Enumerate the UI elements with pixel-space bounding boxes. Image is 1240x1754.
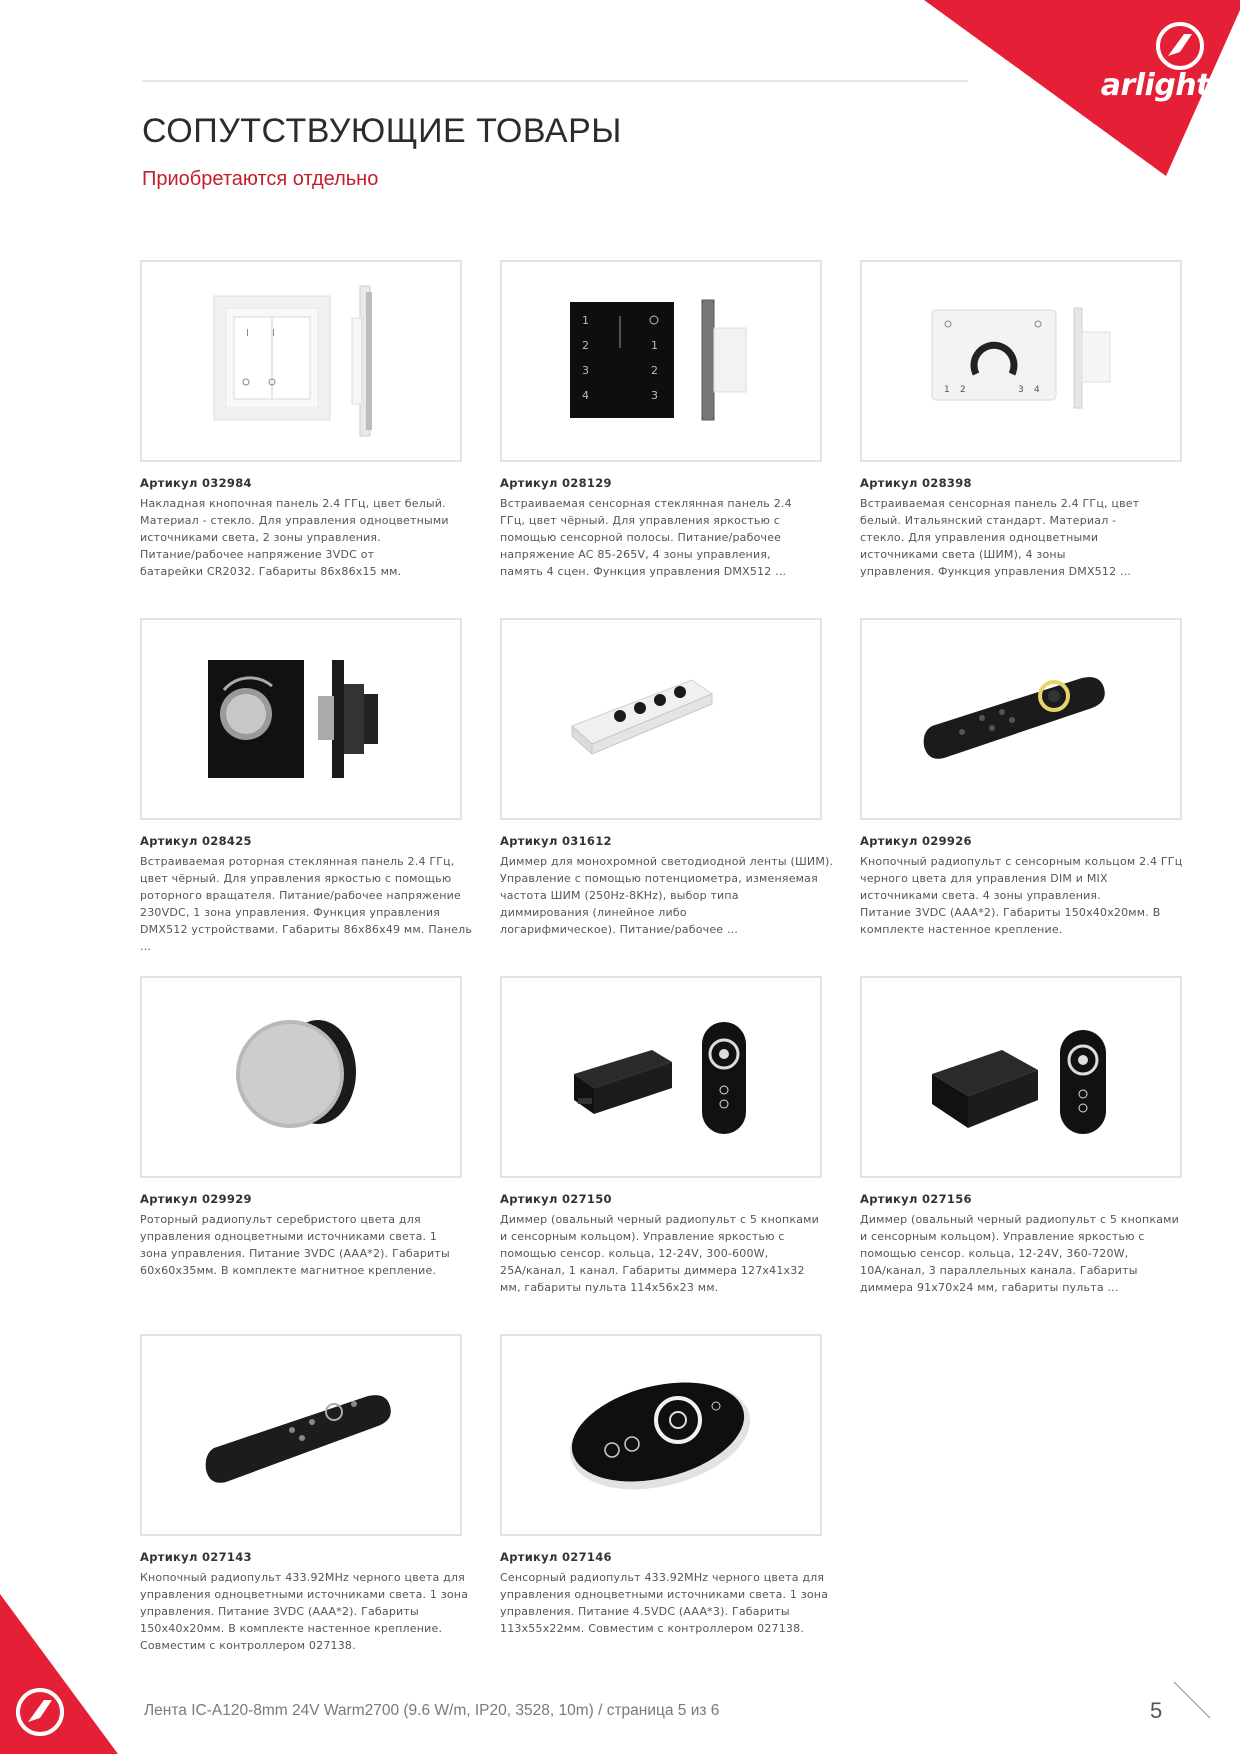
product-card[interactable]	[860, 976, 1182, 1296]
header-divider	[142, 80, 968, 82]
svg-text:3: 3	[582, 364, 589, 377]
remote-control-black-icon	[206, 1395, 391, 1483]
product-image	[500, 260, 822, 462]
footer-document-title: Лента IC-A120-8mm 24V Warm2700 (9.6 W/m, IP20, 3528, 10m) / страница 5 из 6	[144, 1702, 720, 1719]
product-image	[860, 976, 1182, 1178]
page-subtitle: Приобретаются отдельно	[142, 168, 379, 190]
product-article: Артикул 028129	[500, 476, 612, 490]
touch-panel-black-icon	[570, 302, 674, 418]
product-description: Накладная кнопочная панель 2.4 ГГц, цвет белый. Материал - стекло. Для управления одноцветными источниками света, 2 зоны управления. Питание/рабочее напряжение 3VDC от батарейки CR2032. Габариты 86x86x15 мм.	[140, 497, 449, 578]
product-card[interactable]	[140, 260, 462, 580]
product-card[interactable]	[860, 260, 1182, 580]
product-image	[140, 1334, 462, 1536]
touch-remote-oval-icon	[559, 1365, 762, 1507]
product-image	[500, 1334, 822, 1536]
product-card[interactable]	[500, 618, 834, 938]
svg-text:I: I	[246, 328, 249, 339]
product-article: Артикул 028398	[860, 476, 972, 490]
product-article: Артикул 027150	[500, 1192, 612, 1206]
product-card[interactable]	[140, 976, 462, 1279]
page-title: СОПУТСТВУЮЩИЕ ТОВАРЫ	[142, 112, 622, 150]
product-description: Кнопочный радиопульт с сенсорным кольцом 2.4 ГГц черного цвета для управления DIM и MIX источниками света. 4 зоны управления. Питание 3VDC (AAA*2). Габариты 150x40x20мм. В комплекте настенное крепление.	[860, 855, 1183, 936]
oval-remote-icon	[702, 1022, 746, 1134]
svg-text:4: 4	[582, 389, 589, 402]
svg-text:2: 2	[651, 364, 658, 377]
product-image	[500, 976, 822, 1178]
product-card[interactable]	[140, 1334, 469, 1654]
product-article: Артикул 028425	[140, 834, 252, 848]
product-card[interactable]	[140, 618, 473, 955]
svg-text:4: 4	[1034, 385, 1040, 395]
button-panel-white-icon	[214, 296, 330, 420]
dimmer-box-3ch-icon	[932, 1050, 1038, 1128]
product-image	[860, 260, 1182, 462]
svg-text:I: I	[272, 328, 275, 339]
rotary-remote-silver-icon	[236, 1020, 356, 1128]
page-number-slash-icon	[1172, 1680, 1212, 1720]
product-image	[140, 260, 462, 462]
svg-text:3: 3	[651, 389, 658, 402]
product-article: Артикул 027146	[500, 1550, 612, 1564]
product-article: Артикул 032984	[140, 476, 252, 490]
touch-panel-white-icon	[932, 310, 1056, 400]
product-image	[140, 976, 462, 1178]
svg-text:2: 2	[582, 339, 589, 352]
product-description: Кнопочный радиопульт 433.92MHz черного цвета для управления одноцветными источниками света. 1 зона управления. Питание 3VDC (AAA*2). Габариты 150x40x20мм. В комплекте настенное крепление. Совместим с контроллером 027138.	[140, 1571, 469, 1652]
brand-corner-bottom	[0, 1594, 118, 1754]
product-article: Артикул 027156	[860, 1192, 972, 1206]
product-image	[860, 618, 1182, 820]
brand-logo-text: arlight	[1100, 68, 1210, 103]
product-description: Роторный радиопульт серебристоrо цвета для управления одноцветными источниками света. 1 зона управления. Питание 3VDC (AAA*2). Габариты 60x60x35мм. В комплекте магнитное крепление.	[140, 1213, 450, 1277]
product-card[interactable]	[500, 1334, 829, 1637]
product-card[interactable]	[860, 618, 1182, 938]
svg-text:1: 1	[582, 314, 589, 327]
svg-text:2: 2	[960, 385, 966, 395]
svg-text:1: 1	[651, 339, 658, 352]
product-description: Встраиваемая сенсорная панель 2.4 ГГц, цвет белый. Итальянский стандарт. Материал - стекло. Для управления одноцветными источниками света (ШИМ), 4 зоны управления. Функция управления DMX512 ...	[860, 497, 1140, 578]
product-description: Сенсорный радиопульт 433.92MHz черного цвета для управления одноцветными источниками света. 1 зона управления. Питание 4.5VDC (AAA*3). Габариты 113x55x22мм. Совместим с контроллером 027138.	[500, 1571, 829, 1635]
dimmer-box-icon	[574, 1050, 672, 1114]
touch-panel-side-icon	[702, 300, 746, 420]
page-number: 5	[1150, 1698, 1163, 1723]
product-card[interactable]	[500, 260, 822, 580]
svg-text:3: 3	[1018, 385, 1024, 395]
product-card[interactable]	[500, 976, 822, 1296]
product-article: Артикул 027143	[140, 1550, 252, 1564]
led-dimmer-module-icon	[572, 680, 712, 754]
oval-remote-icon	[1060, 1030, 1106, 1134]
rotary-panel-black-icon	[208, 660, 304, 778]
product-article: Артикул 031612	[500, 834, 612, 848]
product-image	[140, 618, 462, 820]
product-description: Диммер (овальный черный радиопульт с 5 кнопками и сенсорным кольцом). Управление яркостью с помощью сенсор. кольца, 12-24V, 360-720W, 10A/канал, 3 параллельных канала. Габариты диммера 91x70x24 мм, габариты пульта ...	[860, 1213, 1179, 1294]
product-image	[500, 618, 822, 820]
rotary-panel-side-icon	[318, 660, 378, 778]
button-panel-side-icon	[352, 286, 372, 436]
product-article: Артикул 029926	[860, 834, 972, 848]
product-description: Встраиваемая сенсорная стеклянная панель 2.4 ГГц, цвет чёрный. Для управления яркостью с помощью сенсорной полосы. Питание/рабочее напряжение AC 85-265V, 4 зоны управления, память 4 сцен. Функция управления DMX512 ...	[500, 497, 792, 578]
product-description: Встраиваемая роторная стеклянная панель 2.4 ГГц, цвет чёрный. Для управления яркостью с помощью роторного вращателя. Питание/рабочее напряжение 230VDC, 1 зона управления. Функция управления DMX512 устройствами. Габариты 86x86x49 мм. Панель ...	[140, 855, 473, 953]
remote-control-ring-icon	[924, 677, 1105, 759]
product-description: Диммер для монохромной светодиодной ленты (ШИМ). Управление с помощью потенциометра, изменяемая частота ШИМ (250Hz-8KHz), выбор типа диммирования (линейное либо логарифмическое). Питание/рабочее ...	[500, 855, 834, 936]
product-description: Диммер (овальный черный радиопульт с 5 кнопками и сенсорным кольцом). Управление яркостью с помощью сенсор. кольца, 12-24V, 300-600W, 25A/канал, 1 канал. Габариты диммера 127x41x32 мм, габариты пульта 114x56x23 мм.	[500, 1213, 819, 1294]
svg-text:1: 1	[944, 385, 950, 395]
touch-panel-side-icon	[1074, 308, 1110, 408]
product-article: Артикул 029929	[140, 1192, 252, 1206]
